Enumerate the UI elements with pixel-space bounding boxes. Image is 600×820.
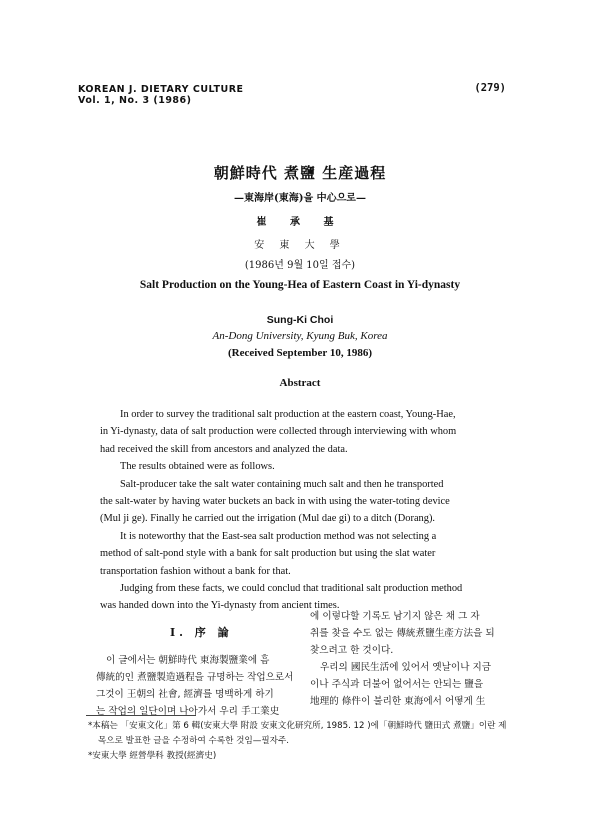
body-text-line: 에 이렇다할 기록도 남기지 않은 채 그 자 (310, 611, 480, 622)
abstract-line: in Yi-dynasty, data of salt production were collected through interviewing with whom (100, 426, 457, 438)
abstract-line: the salt-water by having water buckets an back in with using the water-toting device (100, 496, 450, 508)
body-text-line: 취를 찾을 수도 없는 傳統煮鹽生產方法을 되 (310, 628, 495, 639)
journal-header (78, 84, 244, 106)
received-date-korean: (1986년 9월 10일 접수) (244, 260, 356, 271)
section-heading: I. 序 論 (170, 626, 233, 639)
university-english: An-Dong University, Kyung Buk, Korea (212, 330, 388, 342)
english-title: Salt Production on the Young-Hea of Eastern Coast in Yi-dynasty (139, 279, 461, 291)
abstract-line: The results obtained were as follows. (120, 461, 275, 473)
received-date-english: (Received September 10, 1986) (228, 347, 372, 359)
body-text-line: 는 작업의 일단이며 나아가서 우리 手工業史 (96, 706, 280, 717)
abstract-line: (Mul ji ge). Finally he carried out the irrigation (Mul dae gi) to a ditch (Dorang). (100, 513, 436, 525)
korean-title: 朝鮮時代 煮鹽 生産過程 (213, 164, 387, 182)
author-korean: 崔 承 基 (256, 217, 344, 228)
abstract-line: In order to survey the traditional salt production at the eastern coast, Young-Hae, (120, 409, 456, 420)
footnote-line: *安東大學 經營學科 教授(經濟史) (88, 751, 217, 761)
abstract-line: Salt-producer take the salt water containing much salt and then he transported (120, 478, 444, 490)
author-english: Sung-Ki Choi (266, 314, 334, 326)
body-right-column (310, 608, 495, 710)
abstract-line: Judging from these facts, we could conclud that traditional salt production method (120, 583, 463, 595)
abstract-line: method of salt-pond style with a bank for salt production but using the slat water (100, 548, 436, 560)
footnote-line: 목으로 발표한 글을 수정하여 수록한 것임—필자주. (98, 736, 290, 746)
footnote-line: *本稿는 「安東文化」第 6 輯(安東大學 附設 安東文化研究所, 1985. 12 )에「朝鮮時代 鹽田式 煮鹽」이란 제 (88, 721, 507, 731)
body-text-line: 찾으려고 한 것이다. (310, 645, 394, 656)
abstract-line: It is noteworthy that the East-sea salt production method was not selecting a (120, 530, 437, 542)
abstract-heading: Abstract (279, 377, 321, 389)
abstract-line: had received the skill from ancestors and analyzed the data. (100, 443, 348, 455)
body-text-line: 이 글에서는 朝鮮時代 東海製鹽業에 흠 (106, 655, 270, 666)
abstract-line: transportation fashion without a bank for that. (100, 565, 291, 577)
body-text-line: 이나 주식과 더불어 없어서는 안되는 鹽을 (310, 679, 484, 690)
body-text-line: 地理的 條件이 불리한 東海에서 어떻게 生 (310, 696, 486, 707)
page-number: (279) (474, 82, 506, 94)
journal-name: KOREAN J. DIETARY CULTURE (78, 84, 244, 95)
body-left-column (96, 652, 293, 720)
journal-volume: Vol. 1, No. 3 (1986) (78, 95, 192, 106)
footnotes (88, 719, 507, 764)
korean-subtitle: —東海岸(東海)을 中心으로— (234, 193, 366, 204)
body-text-line: 우리의 國民生活에 있어서 옛날이나 지금 (320, 662, 492, 673)
body-text-line: 그것이 王朝의 社會, 經濟를 명백하게 하기 (96, 689, 274, 700)
university-korean: 安 東 大 學 (254, 240, 346, 251)
body-text-line: 傳統的인 煮鹽製造過程을 규명하는 작업으로서 (96, 672, 294, 683)
footnote-divider (86, 715, 196, 716)
abstract-line: was handed down into the Yi-dynasty from ancient times. (100, 600, 340, 612)
abstract-body (100, 406, 510, 615)
